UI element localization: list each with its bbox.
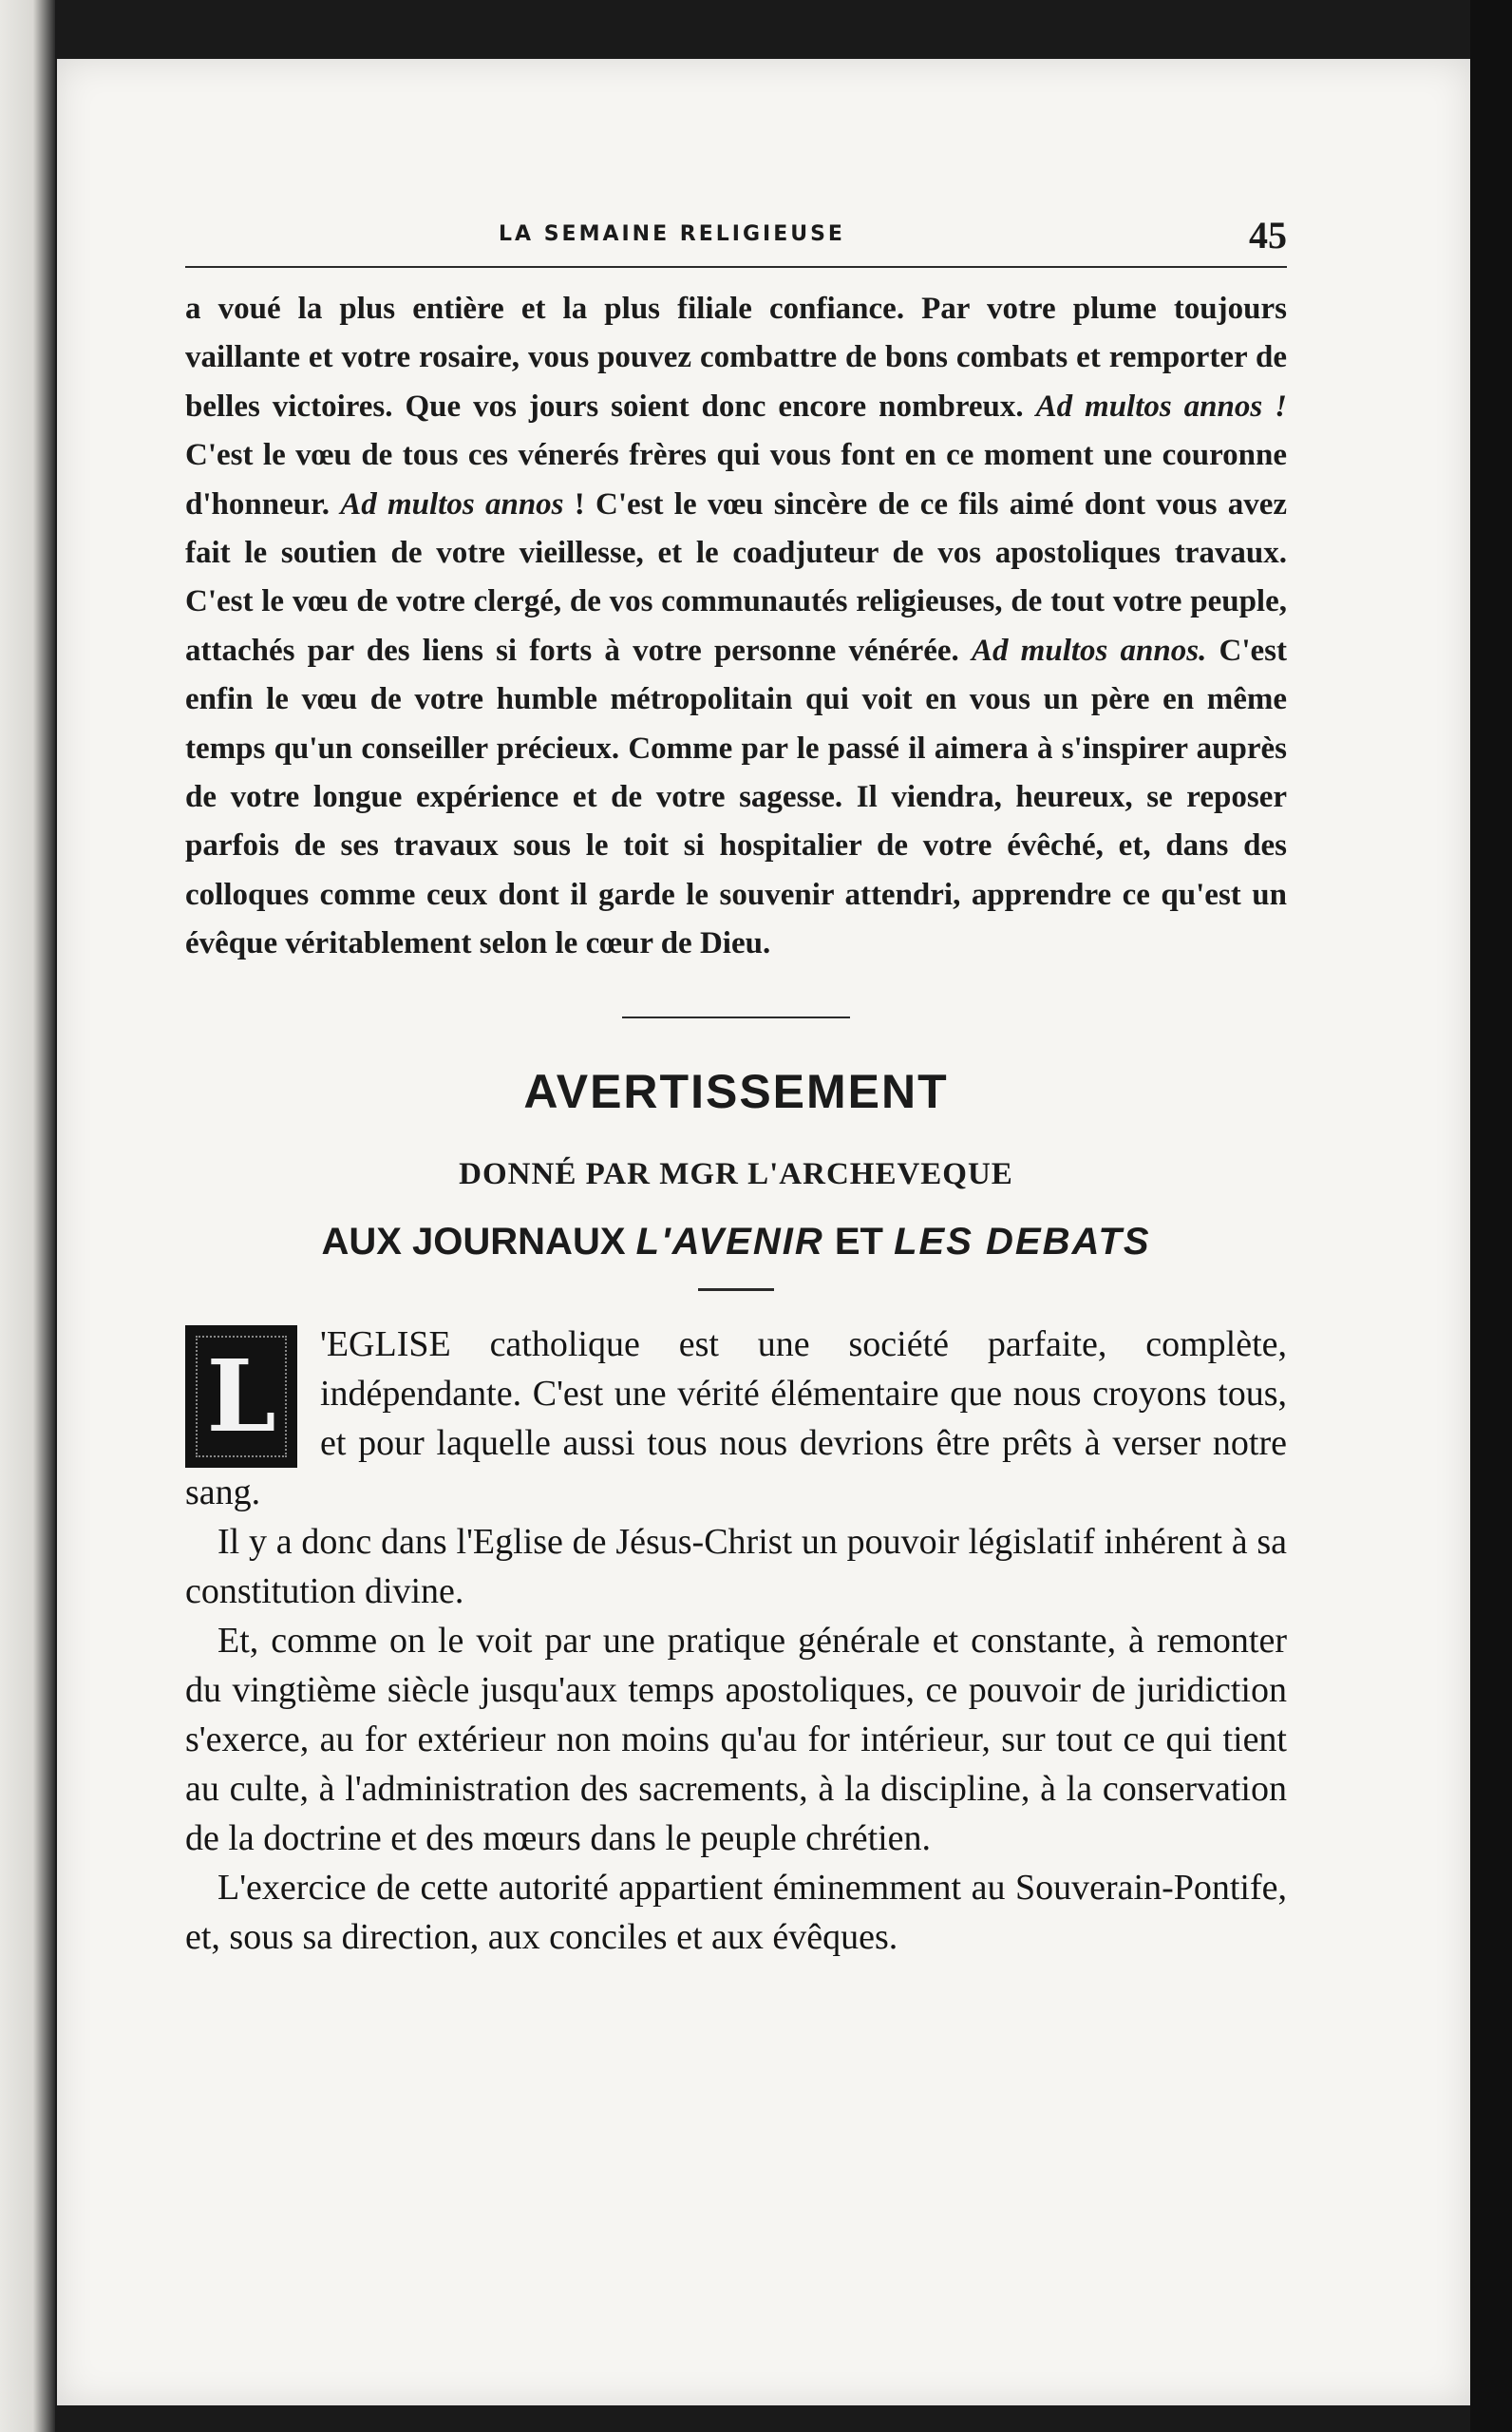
journal-name-2: LES DEBATS — [894, 1220, 1151, 1263]
continuation-paragraph — [185, 285, 1287, 969]
page-content — [185, 190, 1287, 1962]
notice-addressees — [185, 1221, 1287, 1264]
notice-subtitle: DONNÉ PAR MGR L'ARCHEVEQUE — [459, 1156, 1013, 1191]
continuation-text — [185, 285, 1287, 969]
journal-name-1: L'AVENIR — [635, 1220, 824, 1263]
short-divider — [698, 1288, 774, 1291]
running-head — [185, 190, 1287, 268]
ornamental-dropcap — [185, 1325, 297, 1468]
notice-paragraph: Et, comme on le voit par une pratique générale et constante, à remonter du vingtième siècle jusqu'aux temps apostoliques, ce pouvoir de juridiction s'exerce, au for extérieur non moins qu'au for intérieur, sur tout ce qui tient au culte, à l'administration des sacrements, à la discipline, à la conservation de la doctrine et des mœurs dans le peuple chrétien. — [185, 1620, 1287, 1858]
scan-border — [1470, 0, 1512, 2432]
dropcap-letter: L — [206, 1337, 276, 1454]
text-run: ! C'est le vœu sincère de ce fils aimé dont vous avez fait le soutien de votre vieillesse, et le coadjuteur de vos apostoliques travaux. C'est le vœu de votre clergé, de vos communautés religieuses, de tout votre peuple, attachés par des liens si forts à votre personne vénérée. — [185, 486, 1287, 668]
page-number: 45 — [1249, 214, 1287, 256]
section-divider — [622, 1016, 850, 1018]
text-run: C'est enfin le vœu de votre humble métropolitain qui voit en vous un père en même temps qu'un conseiller précieux. Comme par le passé il aimera à s'inspirer auprès de votre longue expérience et de votre sagesse. Il viendra, heureux, se reposer parfois de ses travaux sous le toit si hospitalier de votre évêché, et, dans des colloques comme ceux dont il garde le souvenir attendri, apprendre ce qu'est un évêque véritablement selon le cœur de Dieu. — [185, 633, 1287, 961]
latin-phrase: Ad multos annos ! — [1035, 389, 1287, 424]
addressee-prefix: AUX JOURNAUX — [321, 1220, 626, 1263]
text-run: C'est le vœu de tous ces vénerés frères qui vous font en ce moment une couronne d'honneur. — [185, 438, 1287, 522]
notice-paragraph: L'exercice de cette autorité appartient éminemment au Souverain-Pontife, et, sous sa direction, aux conciles et aux évêques. — [185, 1867, 1287, 1957]
text-run: a voué la plus entière et la plus filiale confiance. Par votre plume toujours vaillante et votre rosaire, vous pouvez combattre de bons combats et remporter de belles victoires. Que vos jours soient donc encore nombreux. — [185, 292, 1287, 424]
notice-paragraph: 'EGLISE catholique est une société parfaite, complète, indépendante. C'est une vérité élémentaire que nous croyons tous, et pour laquelle aussi tous nous devrions être prêts à verser notre sang. — [185, 1323, 1287, 1512]
notice-title: AVERTISSEMENT — [523, 1064, 949, 1118]
notice-paragraph: Il y a donc dans l'Eglise de Jésus-Christ un pouvoir législatif inhérent à sa constitution divine. — [185, 1521, 1287, 1611]
running-title: LA SEMAINE RELIGIEUSE — [499, 222, 845, 246]
latin-phrase: Ad multos annos — [340, 486, 564, 522]
notice-body — [185, 1320, 1287, 1962]
adjacent-page-edge — [0, 0, 55, 2432]
latin-phrase: Ad multos annos. — [971, 633, 1207, 668]
addressee-conjunction: ET — [834, 1220, 883, 1263]
